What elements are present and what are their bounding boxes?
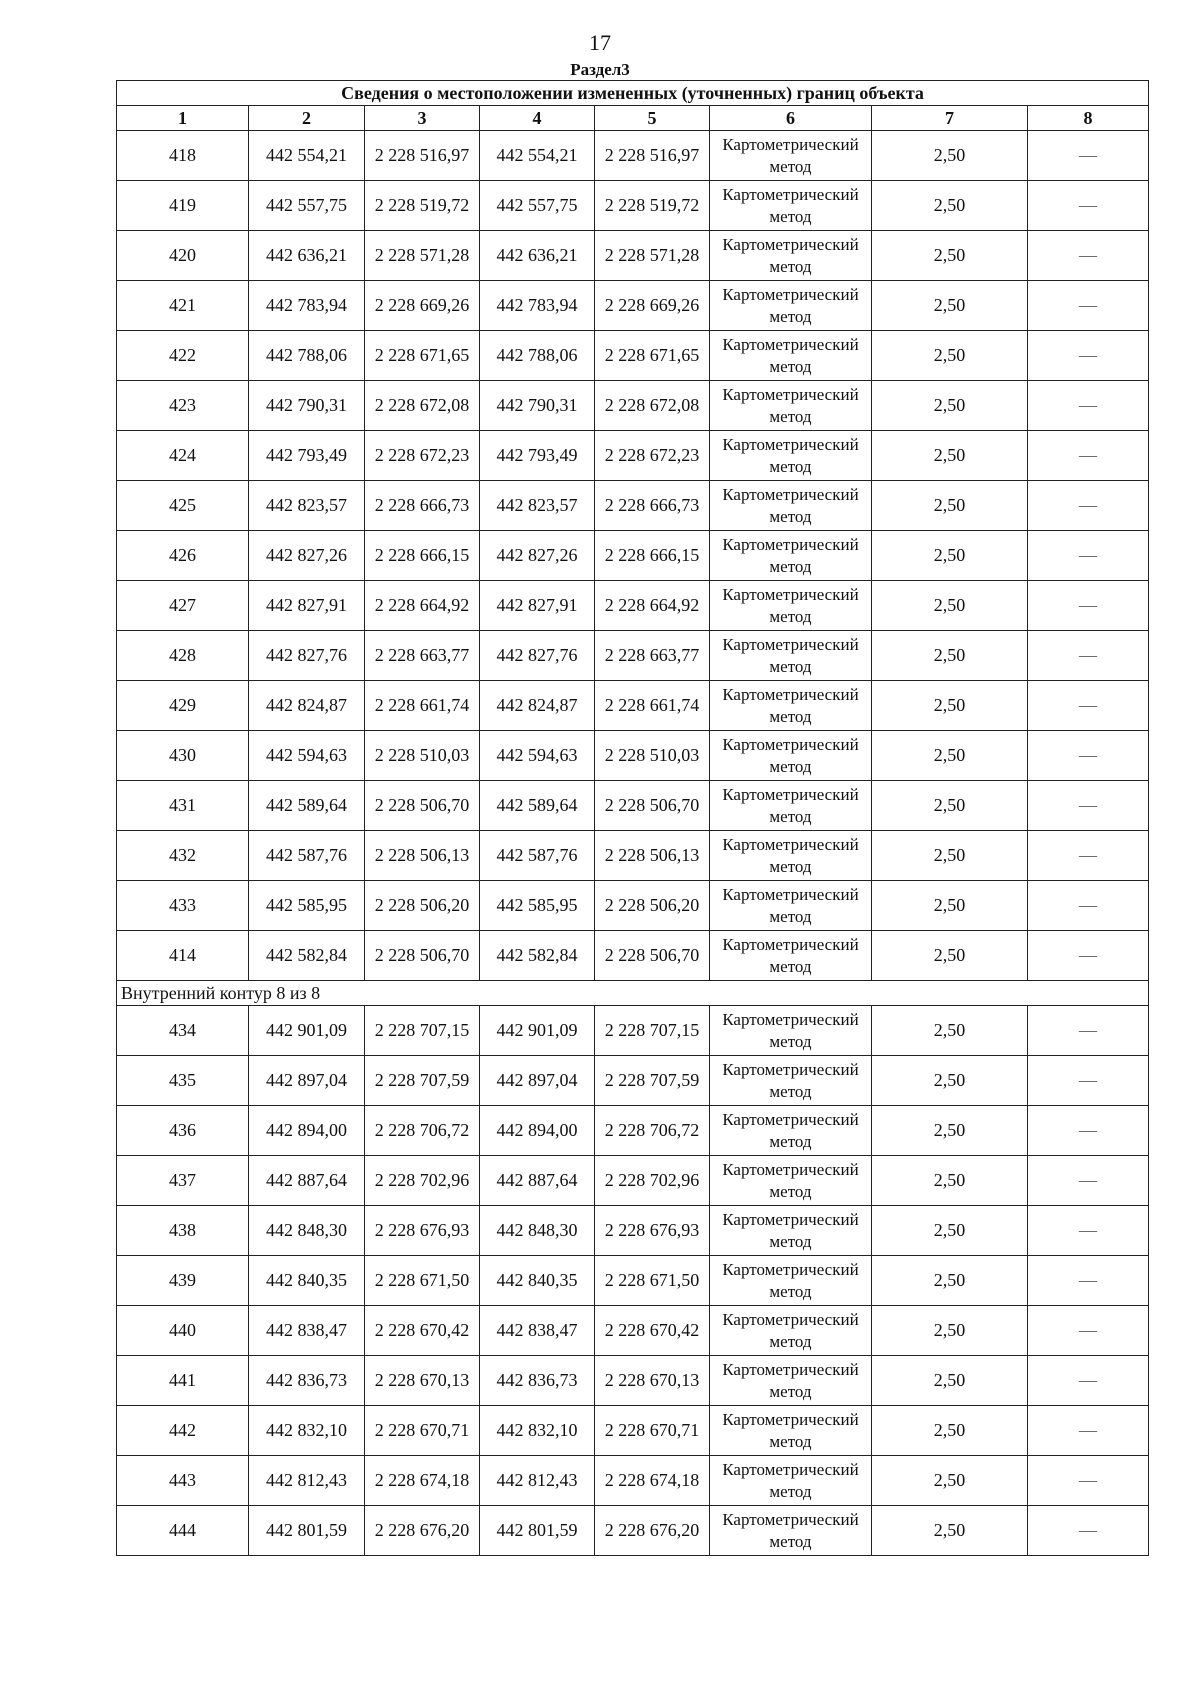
point-number-cell: 442 <box>117 1406 249 1456</box>
x-new-cell: 442 887,64 <box>480 1156 595 1206</box>
point-number-cell: 444 <box>117 1506 249 1556</box>
x-old-cell: 442 894,00 <box>249 1106 365 1156</box>
y-old-cell: 2 228 519,72 <box>365 181 480 231</box>
table-row <box>117 1056 1149 1106</box>
accuracy-cell: 2,50 <box>872 331 1028 381</box>
accuracy-cell: 2,50 <box>872 581 1028 631</box>
y-old-cell: 2 228 506,13 <box>365 831 480 881</box>
column-header: 2 <box>249 106 365 131</box>
accuracy-cell: 2,50 <box>872 731 1028 781</box>
accuracy-cell: 2,50 <box>872 1006 1028 1056</box>
point-number-cell: 420 <box>117 231 249 281</box>
x-new-cell: 442 636,21 <box>480 231 595 281</box>
x-new-cell: 442 594,63 <box>480 731 595 781</box>
method-cell: Картометрический метод <box>710 681 872 731</box>
y-new-cell: 2 228 666,73 <box>595 481 710 531</box>
y-new-cell: 2 228 506,70 <box>595 781 710 831</box>
point-number-cell: 422 <box>117 331 249 381</box>
method-cell: Картометрический метод <box>710 1006 872 1056</box>
method-cell: Картометрический метод <box>710 1306 872 1356</box>
y-new-cell: 2 228 506,20 <box>595 881 710 931</box>
point-number-cell: 440 <box>117 1306 249 1356</box>
y-new-cell: 2 228 510,03 <box>595 731 710 781</box>
accuracy-cell: 2,50 <box>872 1256 1028 1306</box>
table-row <box>117 1156 1149 1206</box>
accuracy-cell: 2,50 <box>872 381 1028 431</box>
description-cell: — <box>1028 1056 1149 1106</box>
method-cell: Картометрический метод <box>710 1206 872 1256</box>
coordinates-table <box>116 80 1149 1556</box>
x-old-cell: 442 812,43 <box>249 1456 365 1506</box>
x-new-cell: 442 848,30 <box>480 1206 595 1256</box>
description-cell: — <box>1028 481 1149 531</box>
accuracy-cell: 2,50 <box>872 1456 1028 1506</box>
accuracy-cell: 2,50 <box>872 1206 1028 1256</box>
description-cell: — <box>1028 1106 1149 1156</box>
table-row <box>117 781 1149 831</box>
x-old-cell: 442 901,09 <box>249 1006 365 1056</box>
y-old-cell: 2 228 571,28 <box>365 231 480 281</box>
description-cell: — <box>1028 1156 1149 1206</box>
method-cell: Картометрический метод <box>710 431 872 481</box>
y-old-cell: 2 228 707,59 <box>365 1056 480 1106</box>
description-cell: — <box>1028 1356 1149 1406</box>
accuracy-cell: 2,50 <box>872 1406 1028 1456</box>
accuracy-cell: 2,50 <box>872 1306 1028 1356</box>
point-number-cell: 423 <box>117 381 249 431</box>
accuracy-cell: 2,50 <box>872 831 1028 881</box>
table-row <box>117 881 1149 931</box>
x-old-cell: 442 589,64 <box>249 781 365 831</box>
y-old-cell: 2 228 671,50 <box>365 1256 480 1306</box>
y-old-cell: 2 228 676,20 <box>365 1506 480 1556</box>
y-new-cell: 2 228 670,13 <box>595 1356 710 1406</box>
method-cell: Картометрический метод <box>710 231 872 281</box>
description-cell: — <box>1028 331 1149 381</box>
table-row <box>117 481 1149 531</box>
x-old-cell: 442 824,87 <box>249 681 365 731</box>
x-new-cell: 442 824,87 <box>480 681 595 731</box>
x-old-cell: 442 832,10 <box>249 1406 365 1456</box>
y-old-cell: 2 228 506,70 <box>365 931 480 981</box>
description-cell: — <box>1028 831 1149 881</box>
x-old-cell: 442 636,21 <box>249 231 365 281</box>
y-old-cell: 2 228 670,71 <box>365 1406 480 1456</box>
x-old-cell: 442 848,30 <box>249 1206 365 1256</box>
x-old-cell: 442 788,06 <box>249 331 365 381</box>
page-number: 17 <box>589 30 611 55</box>
description-cell: — <box>1028 1006 1149 1056</box>
table-row <box>117 381 1149 431</box>
x-old-cell: 442 887,64 <box>249 1156 365 1206</box>
description-cell: — <box>1028 1456 1149 1506</box>
method-cell: Картометрический метод <box>710 1256 872 1306</box>
y-new-cell: 2 228 672,23 <box>595 431 710 481</box>
section-title: Раздел3 <box>570 60 630 79</box>
point-number-cell: 424 <box>117 431 249 481</box>
accuracy-cell: 2,50 <box>872 531 1028 581</box>
table-row <box>117 1506 1149 1556</box>
point-number-cell: 436 <box>117 1106 249 1156</box>
accuracy-cell: 2,50 <box>872 1356 1028 1406</box>
accuracy-cell: 2,50 <box>872 281 1028 331</box>
accuracy-cell: 2,50 <box>872 881 1028 931</box>
table-row <box>117 531 1149 581</box>
y-old-cell: 2 228 707,15 <box>365 1006 480 1056</box>
description-cell: — <box>1028 931 1149 981</box>
x-old-cell: 442 790,31 <box>249 381 365 431</box>
y-new-cell: 2 228 669,26 <box>595 281 710 331</box>
x-new-cell: 442 801,59 <box>480 1506 595 1556</box>
y-old-cell: 2 228 706,72 <box>365 1106 480 1156</box>
x-old-cell: 442 838,47 <box>249 1306 365 1356</box>
point-number-cell: 425 <box>117 481 249 531</box>
accuracy-cell: 2,50 <box>872 631 1028 681</box>
x-new-cell: 442 585,95 <box>480 881 595 931</box>
y-old-cell: 2 228 669,26 <box>365 281 480 331</box>
column-header: 3 <box>365 106 480 131</box>
x-old-cell: 442 585,95 <box>249 881 365 931</box>
accuracy-cell: 2,50 <box>872 931 1028 981</box>
description-cell: — <box>1028 1306 1149 1356</box>
table-row <box>117 1256 1149 1306</box>
x-new-cell: 442 836,73 <box>480 1356 595 1406</box>
x-new-cell: 442 589,64 <box>480 781 595 831</box>
x-old-cell: 442 801,59 <box>249 1506 365 1556</box>
method-cell: Картометрический метод <box>710 381 872 431</box>
x-new-cell: 442 788,06 <box>480 331 595 381</box>
description-cell: — <box>1028 731 1149 781</box>
accuracy-cell: 2,50 <box>872 1056 1028 1106</box>
x-new-cell: 442 832,10 <box>480 1406 595 1456</box>
method-cell: Картометрический метод <box>710 481 872 531</box>
table-row <box>117 631 1149 681</box>
y-new-cell: 2 228 702,96 <box>595 1156 710 1206</box>
method-cell: Картометрический метод <box>710 281 872 331</box>
y-new-cell: 2 228 707,59 <box>595 1056 710 1106</box>
table-row <box>117 181 1149 231</box>
table-body <box>117 81 1149 1556</box>
point-number-cell: 419 <box>117 181 249 231</box>
x-old-cell: 442 823,57 <box>249 481 365 531</box>
description-cell: — <box>1028 1206 1149 1256</box>
y-old-cell: 2 228 666,15 <box>365 531 480 581</box>
x-new-cell: 442 793,49 <box>480 431 595 481</box>
y-old-cell: 2 228 506,70 <box>365 781 480 831</box>
table-row <box>117 331 1149 381</box>
description-cell: — <box>1028 1506 1149 1556</box>
x-old-cell: 442 594,63 <box>249 731 365 781</box>
point-number-cell: 433 <box>117 881 249 931</box>
column-header: 8 <box>1028 106 1149 131</box>
table-row <box>117 1306 1149 1356</box>
y-old-cell: 2 228 670,13 <box>365 1356 480 1406</box>
description-cell: — <box>1028 381 1149 431</box>
method-cell: Картометрический метод <box>710 131 872 181</box>
description-cell: — <box>1028 631 1149 681</box>
column-header: 5 <box>595 106 710 131</box>
point-number-cell: 429 <box>117 681 249 731</box>
table-row <box>117 1106 1149 1156</box>
point-number-cell: 428 <box>117 631 249 681</box>
method-cell: Картометрический метод <box>710 931 872 981</box>
method-cell: Картометрический метод <box>710 631 872 681</box>
x-old-cell: 442 897,04 <box>249 1056 365 1106</box>
point-number-cell: 441 <box>117 1356 249 1406</box>
description-cell: — <box>1028 531 1149 581</box>
method-cell: Картометрический метод <box>710 331 872 381</box>
x-new-cell: 442 827,91 <box>480 581 595 631</box>
table-header-row <box>117 106 1149 131</box>
x-new-cell: 442 894,00 <box>480 1106 595 1156</box>
x-new-cell: 442 827,26 <box>480 531 595 581</box>
description-cell: — <box>1028 281 1149 331</box>
accuracy-cell: 2,50 <box>872 1506 1028 1556</box>
table-row <box>117 581 1149 631</box>
x-old-cell: 442 827,26 <box>249 531 365 581</box>
y-new-cell: 2 228 519,72 <box>595 181 710 231</box>
method-cell: Картометрический метод <box>710 831 872 881</box>
description-cell: — <box>1028 581 1149 631</box>
table-row <box>117 431 1149 481</box>
table-row <box>117 1206 1149 1256</box>
method-cell: Картометрический метод <box>710 1456 872 1506</box>
x-new-cell: 442 554,21 <box>480 131 595 181</box>
table-row <box>117 931 1149 981</box>
table-row <box>117 1456 1149 1506</box>
description-cell: — <box>1028 881 1149 931</box>
x-old-cell: 442 783,94 <box>249 281 365 331</box>
x-old-cell: 442 840,35 <box>249 1256 365 1306</box>
y-old-cell: 2 228 670,42 <box>365 1306 480 1356</box>
description-cell: — <box>1028 781 1149 831</box>
y-new-cell: 2 228 672,08 <box>595 381 710 431</box>
table-row <box>117 1006 1149 1056</box>
y-old-cell: 2 228 666,73 <box>365 481 480 531</box>
table-row <box>117 1356 1149 1406</box>
x-old-cell: 442 836,73 <box>249 1356 365 1406</box>
point-number-cell: 426 <box>117 531 249 581</box>
table-row <box>117 731 1149 781</box>
accuracy-cell: 2,50 <box>872 1106 1028 1156</box>
accuracy-cell: 2,50 <box>872 681 1028 731</box>
x-new-cell: 442 587,76 <box>480 831 595 881</box>
y-old-cell: 2 228 676,93 <box>365 1206 480 1256</box>
accuracy-cell: 2,50 <box>872 481 1028 531</box>
method-cell: Картометрический метод <box>710 1356 872 1406</box>
y-new-cell: 2 228 664,92 <box>595 581 710 631</box>
x-new-cell: 442 897,04 <box>480 1056 595 1106</box>
x-old-cell: 442 827,76 <box>249 631 365 681</box>
description-cell: — <box>1028 131 1149 181</box>
x-new-cell: 442 823,57 <box>480 481 595 531</box>
y-old-cell: 2 228 661,74 <box>365 681 480 731</box>
accuracy-cell: 2,50 <box>872 431 1028 481</box>
y-new-cell: 2 228 506,70 <box>595 931 710 981</box>
point-number-cell: 427 <box>117 581 249 631</box>
table-row <box>117 831 1149 881</box>
table-row <box>117 281 1149 331</box>
table-caption-row <box>117 81 1149 106</box>
point-number-cell: 438 <box>117 1206 249 1256</box>
description-cell: — <box>1028 231 1149 281</box>
x-new-cell: 442 790,31 <box>480 381 595 431</box>
method-cell: Картометрический метод <box>710 181 872 231</box>
y-new-cell: 2 228 661,74 <box>595 681 710 731</box>
y-new-cell: 2 228 670,42 <box>595 1306 710 1356</box>
method-cell: Картометрический метод <box>710 1156 872 1206</box>
x-new-cell: 442 840,35 <box>480 1256 595 1306</box>
method-cell: Картометрический метод <box>710 1506 872 1556</box>
y-old-cell: 2 228 516,97 <box>365 131 480 181</box>
description-cell: — <box>1028 431 1149 481</box>
method-cell: Картометрический метод <box>710 581 872 631</box>
table-row <box>117 231 1149 281</box>
point-number-cell: 443 <box>117 1456 249 1506</box>
column-header: 7 <box>872 106 1028 131</box>
column-header: 4 <box>480 106 595 131</box>
y-new-cell: 2 228 671,50 <box>595 1256 710 1306</box>
y-new-cell: 2 228 516,97 <box>595 131 710 181</box>
table-row <box>117 681 1149 731</box>
y-new-cell: 2 228 663,77 <box>595 631 710 681</box>
accuracy-cell: 2,50 <box>872 1156 1028 1206</box>
table-row <box>117 131 1149 181</box>
point-number-cell: 432 <box>117 831 249 881</box>
x-new-cell: 442 827,76 <box>480 631 595 681</box>
x-new-cell: 442 557,75 <box>480 181 595 231</box>
description-cell: — <box>1028 1406 1149 1456</box>
y-new-cell: 2 228 707,15 <box>595 1006 710 1056</box>
x-new-cell: 442 901,09 <box>480 1006 595 1056</box>
y-new-cell: 2 228 666,15 <box>595 531 710 581</box>
column-header: 1 <box>117 106 249 131</box>
x-old-cell: 442 557,75 <box>249 181 365 231</box>
x-old-cell: 442 582,84 <box>249 931 365 981</box>
method-cell: Картометрический метод <box>710 1406 872 1456</box>
method-cell: Картометрический метод <box>710 1106 872 1156</box>
point-number-cell: 435 <box>117 1056 249 1106</box>
point-number-cell: 430 <box>117 731 249 781</box>
y-old-cell: 2 228 663,77 <box>365 631 480 681</box>
y-old-cell: 2 228 672,23 <box>365 431 480 481</box>
y-new-cell: 2 228 676,93 <box>595 1206 710 1256</box>
method-cell: Картометрический метод <box>710 881 872 931</box>
y-old-cell: 2 228 510,03 <box>365 731 480 781</box>
method-cell: Картометрический метод <box>710 731 872 781</box>
point-number-cell: 431 <box>117 781 249 831</box>
point-number-cell: 414 <box>117 931 249 981</box>
y-old-cell: 2 228 664,92 <box>365 581 480 631</box>
table-row <box>117 1406 1149 1456</box>
y-new-cell: 2 228 506,13 <box>595 831 710 881</box>
description-cell: — <box>1028 681 1149 731</box>
x-old-cell: 442 554,21 <box>249 131 365 181</box>
method-cell: Картометрический метод <box>710 531 872 581</box>
y-old-cell: 2 228 672,08 <box>365 381 480 431</box>
point-number-cell: 421 <box>117 281 249 331</box>
x-old-cell: 442 827,91 <box>249 581 365 631</box>
description-cell: — <box>1028 181 1149 231</box>
y-old-cell: 2 228 674,18 <box>365 1456 480 1506</box>
accuracy-cell: 2,50 <box>872 231 1028 281</box>
point-number-cell: 437 <box>117 1156 249 1206</box>
y-new-cell: 2 228 706,72 <box>595 1106 710 1156</box>
table-caption: Сведения о местоположении измененных (уточненных) границ объекта <box>117 81 1149 106</box>
x-new-cell: 442 783,94 <box>480 281 595 331</box>
y-old-cell: 2 228 702,96 <box>365 1156 480 1206</box>
y-new-cell: 2 228 674,18 <box>595 1456 710 1506</box>
accuracy-cell: 2,50 <box>872 781 1028 831</box>
x-new-cell: 442 838,47 <box>480 1306 595 1356</box>
y-old-cell: 2 228 506,20 <box>365 881 480 931</box>
y-new-cell: 2 228 671,65 <box>595 331 710 381</box>
point-number-cell: 418 <box>117 131 249 181</box>
y-new-cell: 2 228 670,71 <box>595 1406 710 1456</box>
accuracy-cell: 2,50 <box>872 181 1028 231</box>
y-new-cell: 2 228 571,28 <box>595 231 710 281</box>
description-cell: — <box>1028 1256 1149 1306</box>
column-header: 6 <box>710 106 872 131</box>
accuracy-cell: 2,50 <box>872 131 1028 181</box>
x-old-cell: 442 793,49 <box>249 431 365 481</box>
x-new-cell: 442 812,43 <box>480 1456 595 1506</box>
x-old-cell: 442 587,76 <box>249 831 365 881</box>
method-cell: Картометрический метод <box>710 1056 872 1106</box>
contour-row <box>117 981 1149 1006</box>
method-cell: Картометрический метод <box>710 781 872 831</box>
x-new-cell: 442 582,84 <box>480 931 595 981</box>
point-number-cell: 434 <box>117 1006 249 1056</box>
contour-label: Внутренний контур 8 из 8 <box>117 981 1149 1006</box>
point-number-cell: 439 <box>117 1256 249 1306</box>
y-old-cell: 2 228 671,65 <box>365 331 480 381</box>
y-new-cell: 2 228 676,20 <box>595 1506 710 1556</box>
